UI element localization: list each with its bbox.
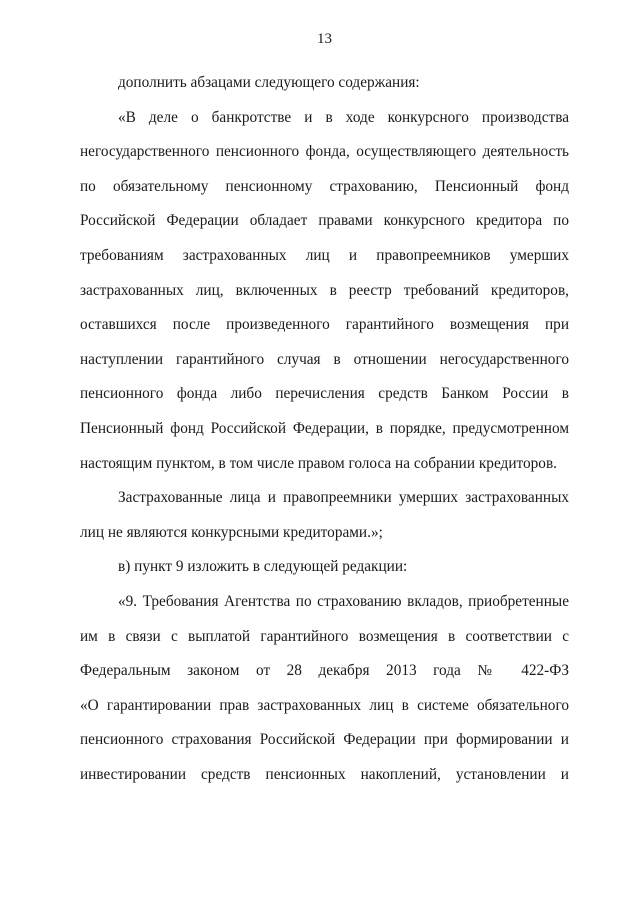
text-line: «9. Требования Агентства по страхованию вкладов, приобретенные	[118, 592, 569, 610]
text-line: пенсионного фонда либо перечисления средств Банком России в	[80, 385, 569, 403]
text-line: Федеральным законом от 28 декабря 2013 года № 422-ФЗ	[80, 662, 569, 680]
text-line: пенсионного страхования Российской Федерации при формировании и	[80, 731, 569, 749]
text-line: Застрахованные лица и правопреемники умерших застрахованных	[118, 489, 569, 507]
document-body	[80, 66, 569, 792]
text-line: «В деле о банкротстве и в ходе конкурсного производства	[118, 108, 569, 126]
text-line: в) пункт 9 изложить в следующей редакции:	[118, 558, 408, 576]
text-line: застрахованных лиц, включенных в реестр требований кредиторов,	[80, 281, 569, 299]
text-line: «О гарантировании прав застрахованных лиц в системе обязательного	[80, 696, 569, 714]
text-line: Российской Федерации обладает правами конкурсного кредитора по	[80, 212, 569, 230]
text-line: инвестировании средств пенсионных накоплений, установлении и	[80, 765, 569, 783]
text-line: им в связи с выплатой гарантийного возмещения в соответствии с	[80, 627, 569, 645]
text-line: требованиям застрахованных лиц и правопреемников умерших	[80, 246, 569, 264]
text-line: лиц не являются конкурсными кредиторами.»;	[80, 523, 383, 541]
text-line: негосударственного пенсионного фонда, осуществляющего деятельность	[80, 143, 569, 161]
page-number: 13	[317, 31, 332, 47]
text-line: дополнить абзацами следующего содержания:	[118, 74, 420, 91]
text-line: оставшихся после произведенного гарантийного возмещения при	[80, 316, 569, 334]
text-line: Пенсионный фонд Российской Федерации, в порядке, предусмотренном	[80, 419, 569, 437]
text-line: настоящим пунктом, в том числе правом голоса на собрании кредиторов.	[80, 454, 557, 472]
text-line: по обязательному пенсионному страхованию, Пенсионный фонд	[80, 177, 569, 195]
text-line: наступлении гарантийного случая в отношении негосударственного	[80, 350, 569, 368]
